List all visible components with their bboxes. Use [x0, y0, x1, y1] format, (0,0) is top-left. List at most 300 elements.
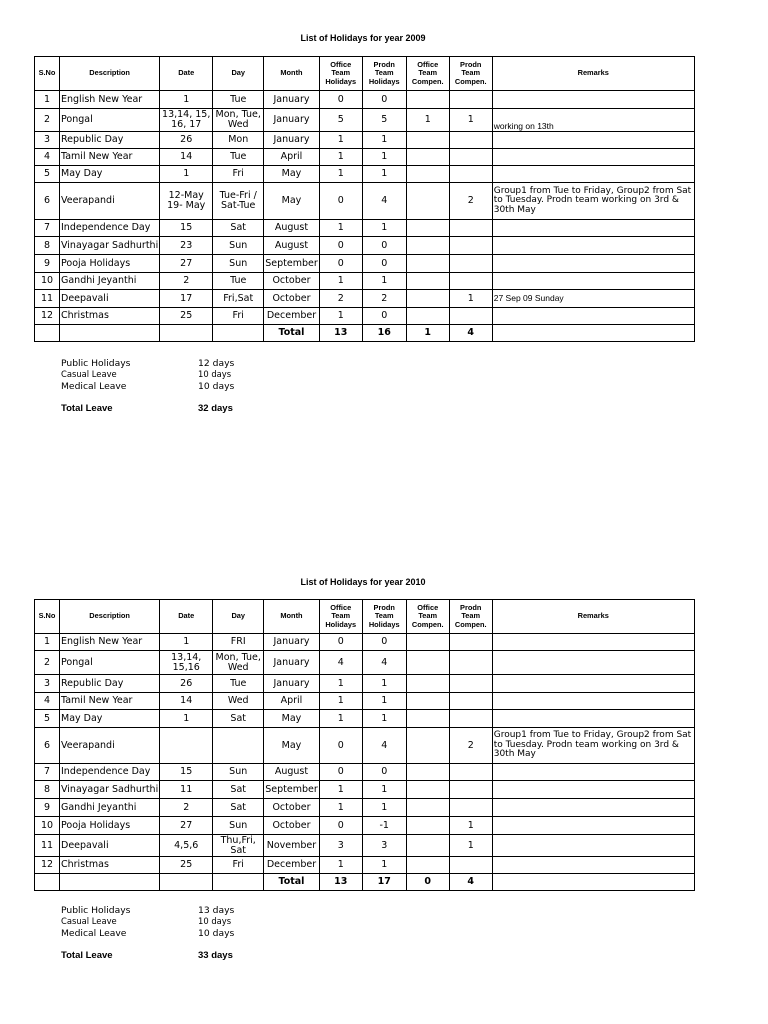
- cell-remarks: [492, 220, 694, 237]
- cell-day: Sun: [213, 764, 264, 781]
- cell-remarks: [492, 166, 694, 183]
- table-row: [35, 91, 695, 109]
- cell-remarks: Group1 from Tue to Friday, Group2 from Sat to Tuesday. Prodn team working on 3rd & 30th May: [492, 728, 694, 764]
- cell-description: Christmas: [60, 857, 160, 874]
- cell-date: 1: [160, 710, 213, 728]
- cell-description: Pongal: [60, 651, 160, 675]
- cell-empty: [160, 325, 213, 342]
- cell-month: September: [264, 255, 320, 273]
- cell-date: 15: [160, 220, 213, 237]
- cell-office-compen: [406, 183, 449, 220]
- cell-office-compen: [406, 675, 449, 693]
- cell-day: Mon, Tue, Wed: [213, 109, 264, 132]
- holiday-table: [34, 56, 695, 342]
- cell-remarks: [492, 273, 694, 290]
- cell-remarks: [492, 799, 694, 817]
- total-prodn-holidays: 16: [362, 325, 406, 342]
- table-row: [35, 166, 695, 183]
- cell-description: Republic Day: [60, 675, 160, 693]
- cell-sno: 11: [35, 290, 60, 308]
- cell-description: Deepavali: [60, 835, 160, 857]
- cell-remarks: 27 Sep 09 Sunday: [492, 290, 694, 308]
- cell-office-compen: [406, 273, 449, 290]
- cell-office-compen: [406, 817, 449, 835]
- cell-prodn-holidays: 0: [362, 91, 406, 109]
- col-header: Month: [264, 600, 320, 634]
- col-header: Date: [160, 600, 213, 634]
- cell-empty: [213, 874, 264, 891]
- cell-prodn-holidays: -1: [362, 817, 406, 835]
- cell-office-compen: [406, 132, 449, 149]
- cell-date: 14: [160, 149, 213, 166]
- cell-day: Tue: [213, 675, 264, 693]
- cell-description: Independence Day: [60, 220, 160, 237]
- cell-description: Republic Day: [60, 132, 160, 149]
- col-header: Office Team Holidays: [319, 600, 362, 634]
- cell-description: Vinayagar Sadhurthi: [60, 781, 160, 799]
- cell-sno: 3: [35, 675, 60, 693]
- cell-month: May: [264, 166, 320, 183]
- cell-date: 27: [160, 817, 213, 835]
- cell-sno: 12: [35, 857, 60, 874]
- cell-sno: 1: [35, 91, 60, 109]
- cell-description: Gandhi Jeyanthi: [60, 273, 160, 290]
- cell-sno: 3: [35, 132, 60, 149]
- holiday-table: [34, 599, 695, 891]
- cell-office-compen: [406, 634, 449, 651]
- cell-empty: [213, 325, 264, 342]
- cell-day: Fri: [213, 857, 264, 874]
- cell-office-compen: [406, 693, 449, 710]
- cell-description: Pongal: [60, 109, 160, 132]
- cell-prodn-compen: [449, 273, 492, 290]
- cell-month: January: [264, 91, 320, 109]
- cell-prodn-compen: [449, 132, 492, 149]
- cell-sno: 7: [35, 764, 60, 781]
- total-label: Total: [264, 325, 320, 342]
- cell-remarks: [492, 693, 694, 710]
- cell-office-holidays: 0: [319, 764, 362, 781]
- cell-sno: 8: [35, 781, 60, 799]
- col-header: Description: [60, 57, 160, 91]
- cell-month: November: [264, 835, 320, 857]
- cell-office-compen: [406, 728, 449, 764]
- cell-remarks: [492, 91, 694, 109]
- cell-sno: 8: [35, 237, 60, 255]
- cell-date: 1: [160, 166, 213, 183]
- cell-remarks: [492, 675, 694, 693]
- cell-description: May Day: [60, 710, 160, 728]
- cell-description: Veerapandi: [60, 183, 160, 220]
- cell-office-holidays: 3: [319, 835, 362, 857]
- cell-prodn-holidays: 1: [362, 220, 406, 237]
- cell-office-holidays: 2: [319, 290, 362, 308]
- cell-prodn-compen: 2: [449, 183, 492, 220]
- cell-month: May: [264, 710, 320, 728]
- cell-prodn-compen: [449, 237, 492, 255]
- cell-description: Pooja Holidays: [60, 255, 160, 273]
- cell-day: Wed: [213, 693, 264, 710]
- cell-day: Sat: [213, 781, 264, 799]
- cell-sno: 11: [35, 835, 60, 857]
- cell-prodn-holidays: 4: [362, 728, 406, 764]
- cell-remarks: [492, 781, 694, 799]
- cell-date: 15: [160, 764, 213, 781]
- cell-office-holidays: 0: [319, 728, 362, 764]
- cell-day: Tue: [213, 273, 264, 290]
- cell-office-holidays: 4: [319, 651, 362, 675]
- cell-day: Sun: [213, 817, 264, 835]
- cell-date: 25: [160, 308, 213, 325]
- col-header: Prodn Team Holidays: [362, 57, 406, 91]
- cell-sno: 5: [35, 166, 60, 183]
- cell-empty: [492, 874, 694, 891]
- cell-date: 13,14, 15,16: [160, 651, 213, 675]
- cell-month: September: [264, 781, 320, 799]
- cell-empty: [492, 325, 694, 342]
- cell-description: May Day: [60, 166, 160, 183]
- cell-office-compen: [406, 166, 449, 183]
- cell-office-holidays: 1: [319, 675, 362, 693]
- table-row: [35, 835, 695, 857]
- cell-description: Christmas: [60, 308, 160, 325]
- cell-day: Tue-Fri / Sat-Tue: [213, 183, 264, 220]
- cell-sno: 6: [35, 728, 60, 764]
- cell-date: 2: [160, 799, 213, 817]
- cell-date: 14: [160, 693, 213, 710]
- cell-day: Sun: [213, 237, 264, 255]
- cell-date: 17: [160, 290, 213, 308]
- sheet-title: List of Holidays for year 2010: [300, 577, 426, 587]
- cell-date: 12-May 19- May: [160, 183, 213, 220]
- total-row: [35, 325, 695, 342]
- cell-prodn-holidays: 3: [362, 835, 406, 857]
- cell-office-holidays: 5: [319, 109, 362, 132]
- col-header: Day: [213, 600, 264, 634]
- cell-description: Tamil New Year: [60, 693, 160, 710]
- cell-description: Veerapandi: [60, 728, 160, 764]
- cell-month: August: [264, 220, 320, 237]
- cell-empty: [60, 874, 160, 891]
- cell-sno: 6: [35, 183, 60, 220]
- cell-prodn-holidays: 1: [362, 781, 406, 799]
- col-header: Month: [264, 57, 320, 91]
- cell-month: October: [264, 817, 320, 835]
- table-row: [35, 220, 695, 237]
- cell-prodn-compen: [449, 764, 492, 781]
- cell-office-holidays: 1: [319, 693, 362, 710]
- cell-date: 25: [160, 857, 213, 874]
- cell-prodn-holidays: 1: [362, 273, 406, 290]
- cell-date: [160, 728, 213, 764]
- total-office-compen: 0: [406, 874, 449, 891]
- cell-office-compen: 1: [406, 109, 449, 132]
- table-row: [35, 255, 695, 273]
- table-row: [35, 290, 695, 308]
- cell-prodn-holidays: 1: [362, 710, 406, 728]
- cell-date: 27: [160, 255, 213, 273]
- col-header: Office Team Compen.: [406, 600, 449, 634]
- table-row: [35, 799, 695, 817]
- cell-office-holidays: 0: [319, 237, 362, 255]
- cell-month: January: [264, 634, 320, 651]
- col-header: Prodn Team Compen.: [449, 57, 492, 91]
- cell-office-holidays: 1: [319, 166, 362, 183]
- cell-office-holidays: 1: [319, 857, 362, 874]
- cell-sno: 9: [35, 255, 60, 273]
- cell-day: Fri: [213, 166, 264, 183]
- cell-office-compen: [406, 781, 449, 799]
- cell-remarks: working on 13th: [492, 109, 694, 132]
- table-row: [35, 237, 695, 255]
- cell-office-compen: [406, 710, 449, 728]
- cell-office-compen: [406, 255, 449, 273]
- table-row: [35, 149, 695, 166]
- cell-month: January: [264, 651, 320, 675]
- cell-day: Mon, Tue, Wed: [213, 651, 264, 675]
- cell-month: December: [264, 857, 320, 874]
- cell-day: Sat: [213, 799, 264, 817]
- cell-prodn-compen: [449, 651, 492, 675]
- cell-sno: 12: [35, 308, 60, 325]
- col-header: Remarks: [492, 57, 694, 91]
- cell-month: August: [264, 764, 320, 781]
- cell-office-compen: [406, 220, 449, 237]
- cell-prodn-holidays: 4: [362, 183, 406, 220]
- cell-description: Gandhi Jeyanthi: [60, 799, 160, 817]
- cell-month: October: [264, 290, 320, 308]
- cell-date: 13,14, 15, 16, 17: [160, 109, 213, 132]
- cell-office-holidays: 0: [319, 183, 362, 220]
- col-header: S.No: [35, 600, 60, 634]
- cell-remarks: Group1 from Tue to Friday, Group2 from Sat to Tuesday. Prodn team working on 3rd & 30th May: [492, 183, 694, 220]
- cell-remarks: [492, 255, 694, 273]
- sheet-title: List of Holidays for year 2009: [300, 33, 426, 43]
- cell-date: 11: [160, 781, 213, 799]
- cell-date: 23: [160, 237, 213, 255]
- cell-remarks: [492, 149, 694, 166]
- cell-prodn-compen: [449, 166, 492, 183]
- cell-description: English New Year: [60, 634, 160, 651]
- cell-month: April: [264, 149, 320, 166]
- cell-prodn-compen: [449, 308, 492, 325]
- table-row: [35, 781, 695, 799]
- cell-date: 1: [160, 91, 213, 109]
- col-header: Office Team Holidays: [319, 57, 362, 91]
- cell-office-compen: [406, 149, 449, 166]
- cell-date: 1: [160, 634, 213, 651]
- cell-sno: 9: [35, 799, 60, 817]
- cell-month: January: [264, 675, 320, 693]
- cell-day: Tue: [213, 149, 264, 166]
- cell-sno: 5: [35, 710, 60, 728]
- total-prodn-compen: 4: [449, 874, 492, 891]
- cell-office-holidays: 1: [319, 273, 362, 290]
- header-row: [35, 600, 695, 634]
- col-header: Prodn Team Compen.: [449, 600, 492, 634]
- col-header: Day: [213, 57, 264, 91]
- cell-office-holidays: 0: [319, 255, 362, 273]
- cell-month: April: [264, 693, 320, 710]
- cell-prodn-holidays: 0: [362, 308, 406, 325]
- cell-prodn-compen: [449, 799, 492, 817]
- cell-month: December: [264, 308, 320, 325]
- cell-day: Sun: [213, 255, 264, 273]
- col-header: S.No: [35, 57, 60, 91]
- cell-month: May: [264, 183, 320, 220]
- cell-prodn-compen: 1: [449, 835, 492, 857]
- cell-sno: 10: [35, 273, 60, 290]
- cell-prodn-holidays: 0: [362, 764, 406, 781]
- table-row: [35, 857, 695, 874]
- cell-day: Sat: [213, 220, 264, 237]
- col-header: Date: [160, 57, 213, 91]
- table-row: [35, 651, 695, 675]
- cell-prodn-holidays: 5: [362, 109, 406, 132]
- table-row: [35, 764, 695, 781]
- table-row: [35, 132, 695, 149]
- cell-prodn-holidays: 1: [362, 693, 406, 710]
- cell-office-holidays: 1: [319, 220, 362, 237]
- cell-empty: [160, 874, 213, 891]
- table-row: [35, 728, 695, 764]
- cell-remarks: [492, 651, 694, 675]
- total-prodn-compen: 4: [449, 325, 492, 342]
- cell-prodn-compen: 1: [449, 109, 492, 132]
- cell-sno: 2: [35, 109, 60, 132]
- table-row: [35, 710, 695, 728]
- cell-remarks: [492, 764, 694, 781]
- cell-description: English New Year: [60, 91, 160, 109]
- cell-prodn-holidays: 1: [362, 132, 406, 149]
- cell-day: FRI: [213, 634, 264, 651]
- cell-prodn-compen: [449, 149, 492, 166]
- total-label: Total: [264, 874, 320, 891]
- cell-prodn-compen: [449, 710, 492, 728]
- cell-sno: 1: [35, 634, 60, 651]
- cell-office-holidays: 1: [319, 308, 362, 325]
- col-header: Prodn Team Holidays: [362, 600, 406, 634]
- total-office-holidays: 13: [319, 874, 362, 891]
- cell-office-holidays: 0: [319, 634, 362, 651]
- cell-prodn-holidays: 0: [362, 634, 406, 651]
- cell-remarks: [492, 857, 694, 874]
- cell-date: 26: [160, 675, 213, 693]
- cell-prodn-compen: [449, 693, 492, 710]
- table-row: [35, 817, 695, 835]
- cell-prodn-holidays: 1: [362, 857, 406, 874]
- cell-prodn-holidays: 2: [362, 290, 406, 308]
- cell-office-compen: [406, 308, 449, 325]
- total-office-compen: 1: [406, 325, 449, 342]
- cell-prodn-holidays: 1: [362, 799, 406, 817]
- cell-description: Independence Day: [60, 764, 160, 781]
- cell-empty: [35, 874, 60, 891]
- total-prodn-holidays: 17: [362, 874, 406, 891]
- total-row: [35, 874, 695, 891]
- cell-day: [213, 728, 264, 764]
- cell-prodn-holidays: 1: [362, 166, 406, 183]
- cell-sno: 4: [35, 693, 60, 710]
- cell-day: Fri: [213, 308, 264, 325]
- cell-office-holidays: 1: [319, 799, 362, 817]
- cell-prodn-holidays: 0: [362, 255, 406, 273]
- cell-date: 2: [160, 273, 213, 290]
- cell-prodn-holidays: 0: [362, 237, 406, 255]
- table-row: [35, 273, 695, 290]
- table-row: [35, 675, 695, 693]
- cell-office-holidays: 0: [319, 91, 362, 109]
- cell-remarks: [492, 835, 694, 857]
- table-row: [35, 109, 695, 132]
- cell-prodn-compen: [449, 857, 492, 874]
- cell-prodn-compen: [449, 255, 492, 273]
- cell-description: Vinayagar Sadhurthi: [60, 237, 160, 255]
- table-row: [35, 693, 695, 710]
- cell-day: Sat: [213, 710, 264, 728]
- cell-office-holidays: 1: [319, 710, 362, 728]
- header-row: [35, 57, 695, 91]
- col-header: Remarks: [492, 600, 694, 634]
- cell-prodn-compen: 1: [449, 290, 492, 308]
- cell-sno: 4: [35, 149, 60, 166]
- total-office-holidays: 13: [319, 325, 362, 342]
- cell-office-holidays: 1: [319, 781, 362, 799]
- cell-day: Thu,Fri, Sat: [213, 835, 264, 857]
- cell-office-compen: [406, 237, 449, 255]
- cell-office-compen: [406, 651, 449, 675]
- cell-office-compen: [406, 290, 449, 308]
- cell-remarks: [492, 710, 694, 728]
- cell-prodn-holidays: 1: [362, 675, 406, 693]
- cell-date: 4,5,6: [160, 835, 213, 857]
- cell-month: October: [264, 799, 320, 817]
- cell-prodn-holidays: 4: [362, 651, 406, 675]
- table-row: [35, 308, 695, 325]
- cell-remarks: [492, 132, 694, 149]
- cell-office-holidays: 1: [319, 132, 362, 149]
- cell-empty: [35, 325, 60, 342]
- cell-office-compen: [406, 857, 449, 874]
- cell-day: Fri,Sat: [213, 290, 264, 308]
- cell-office-compen: [406, 764, 449, 781]
- cell-sno: 2: [35, 651, 60, 675]
- cell-day: Tue: [213, 91, 264, 109]
- cell-date: 26: [160, 132, 213, 149]
- col-header: Description: [60, 600, 160, 634]
- cell-remarks: [492, 308, 694, 325]
- cell-prodn-compen: [449, 634, 492, 651]
- cell-office-compen: [406, 835, 449, 857]
- cell-day: Mon: [213, 132, 264, 149]
- cell-remarks: [492, 237, 694, 255]
- cell-prodn-compen: 2: [449, 728, 492, 764]
- col-header: Office Team Compen.: [406, 57, 449, 91]
- cell-prodn-compen: [449, 91, 492, 109]
- cell-office-holidays: 0: [319, 817, 362, 835]
- cell-prodn-holidays: 1: [362, 149, 406, 166]
- cell-empty: [60, 325, 160, 342]
- cell-month: October: [264, 273, 320, 290]
- cell-description: Deepavali: [60, 290, 160, 308]
- cell-description: Pooja Holidays: [60, 817, 160, 835]
- cell-month: January: [264, 109, 320, 132]
- cell-description: Tamil New Year: [60, 149, 160, 166]
- cell-remarks: [492, 817, 694, 835]
- table-row: [35, 634, 695, 651]
- cell-month: January: [264, 132, 320, 149]
- cell-office-compen: [406, 799, 449, 817]
